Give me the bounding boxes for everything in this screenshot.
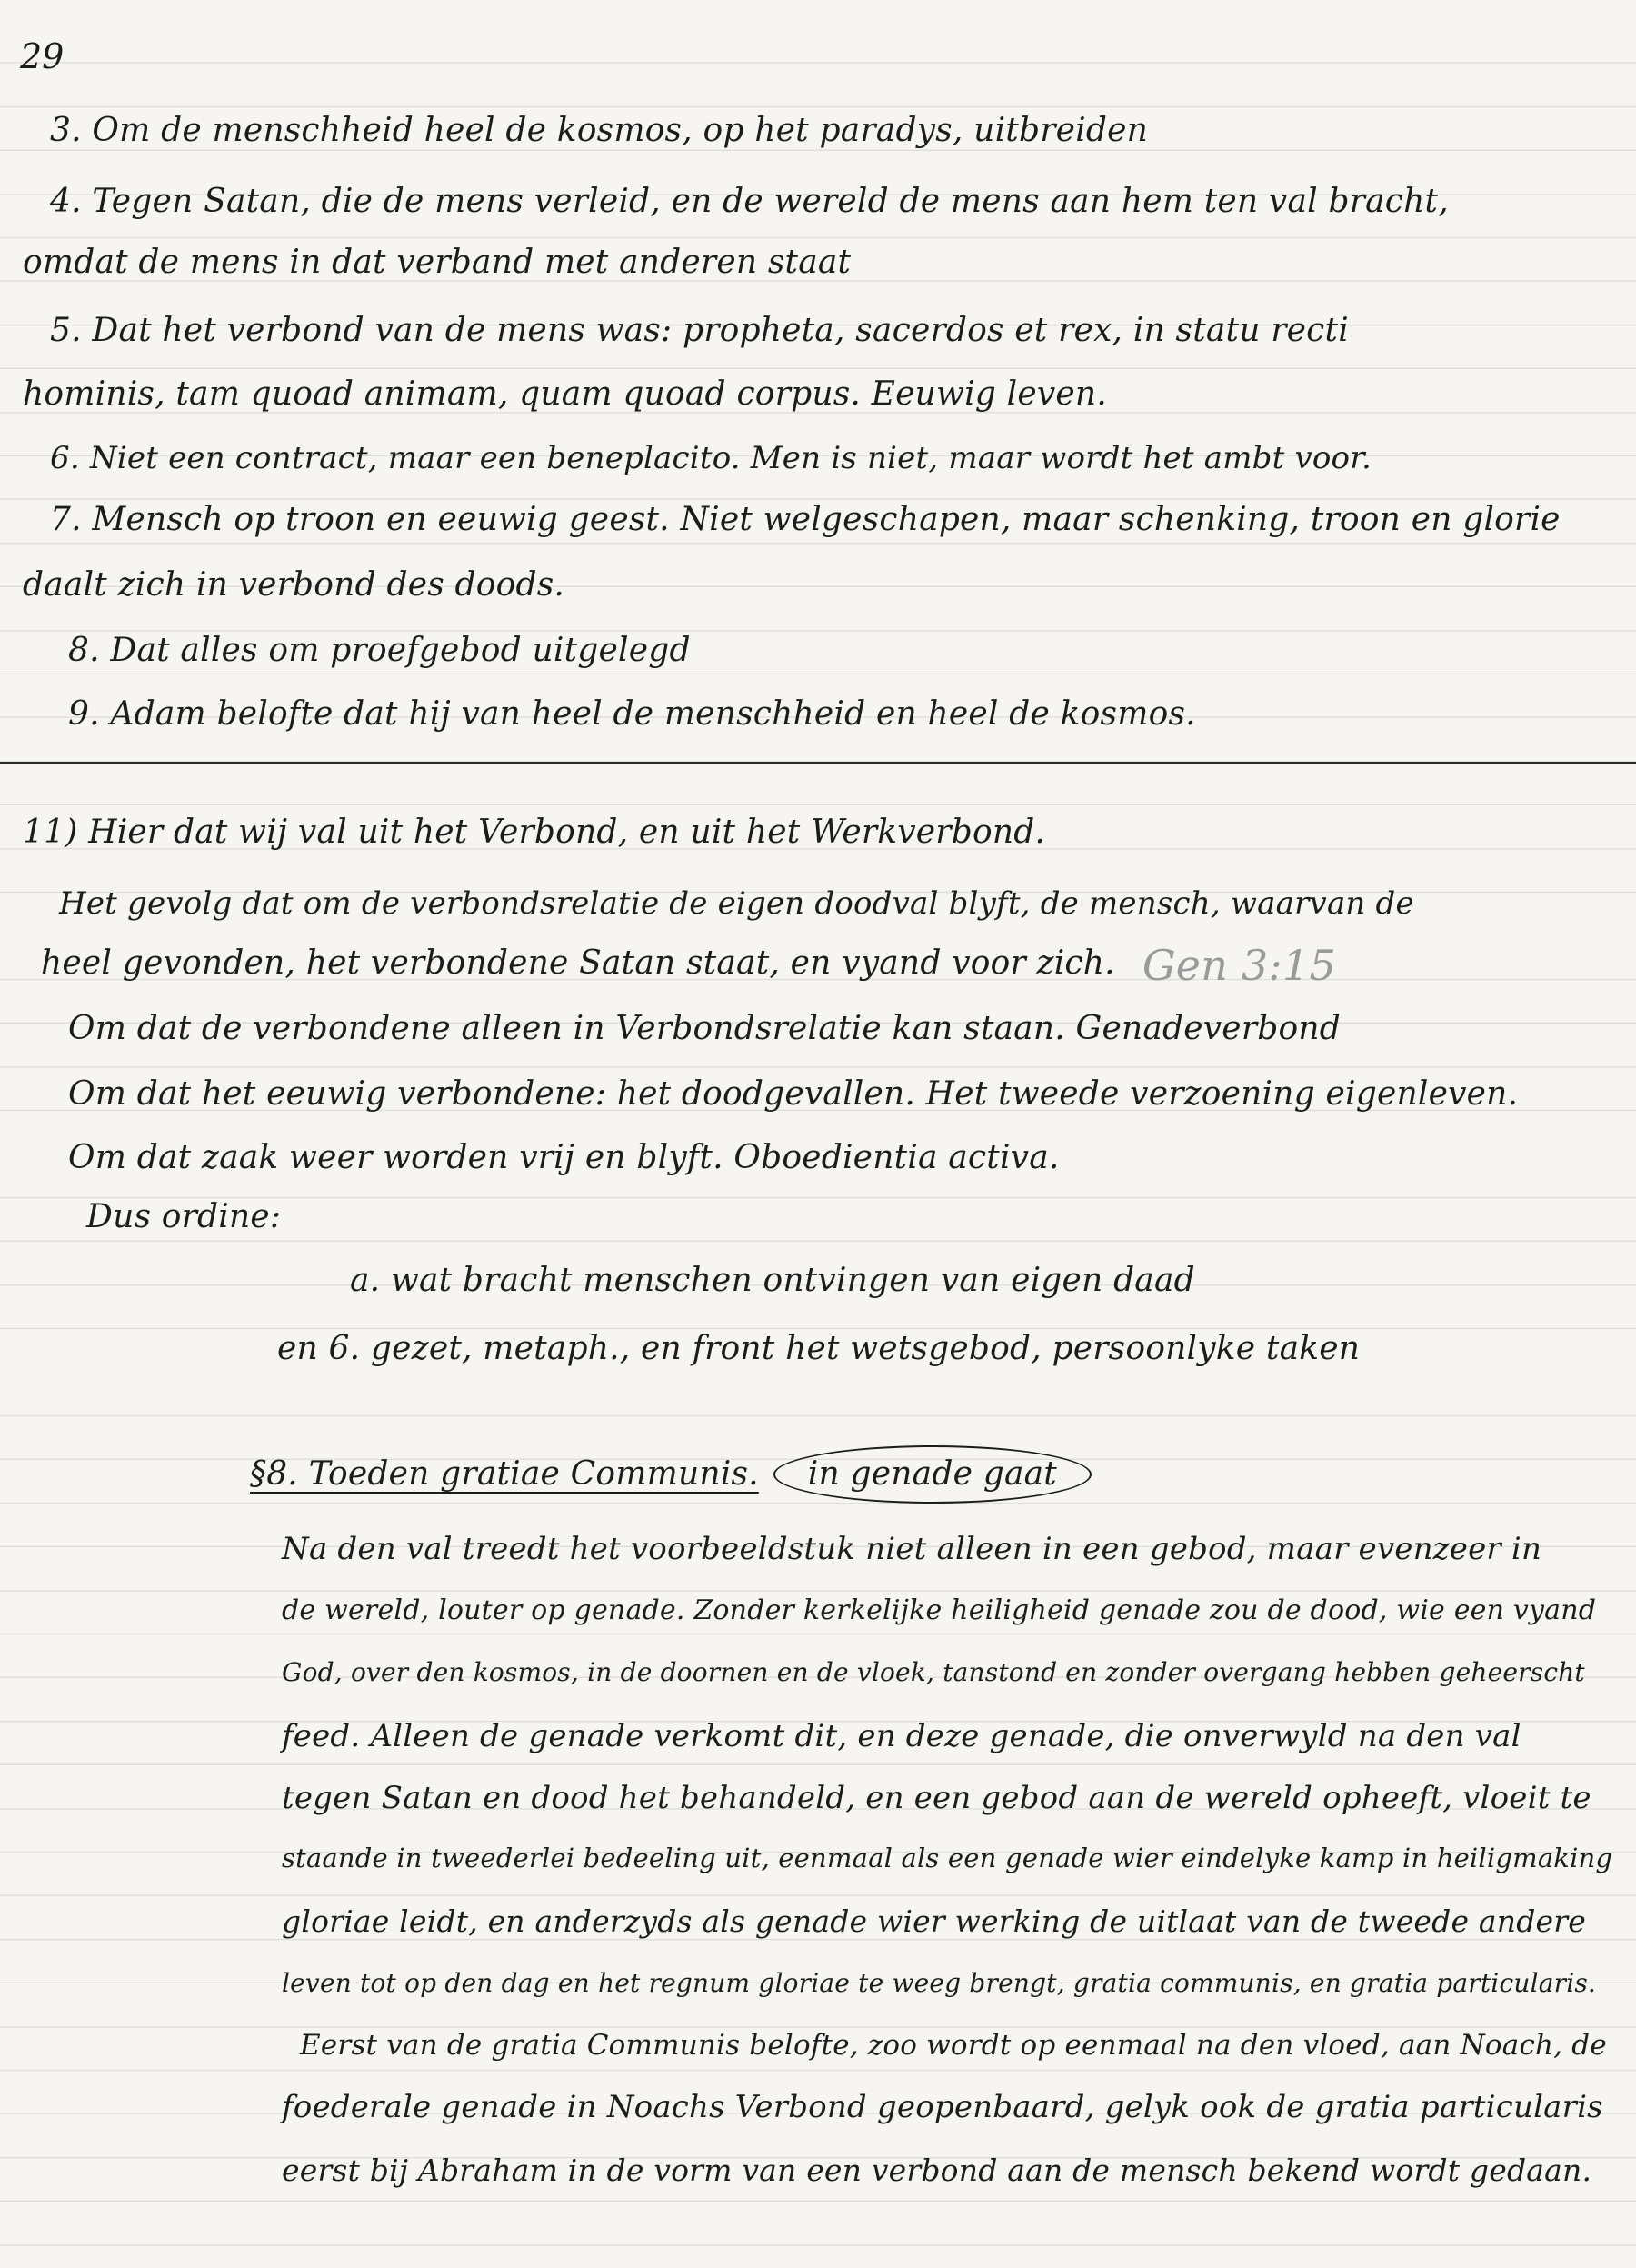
- section-11-line-1: Het gevolg dat om de verbondsrelatie de eigen doodval blyft, de mensch, waarvan de: [59, 885, 1414, 922]
- section-11-sub-a: a. wat bracht menschen ontvingen van eigen daad: [350, 1262, 1195, 1299]
- page-number: 29: [20, 36, 65, 76]
- section-8-title: §8. Toeden gratiae Communis.: [250, 1455, 759, 1493]
- item-7-line-1: 7. Mensch op troon en eeuwig geest. Niet welgeschapen, maar schenking, troon en glorie: [50, 501, 1561, 538]
- item-4-line-1: 4. Tegen Satan, die de mens verleid, en de wereld de mens aan hem ten val bracht,: [50, 183, 1449, 220]
- section-divider: [0, 762, 1636, 764]
- item-7-line-2: daalt zich in verbond des doods.: [23, 566, 565, 604]
- section-11-line-6: Dus ordine:: [86, 1198, 282, 1235]
- section-8-title-row: [250, 1445, 1092, 1504]
- item-5-line-1: 5. Dat het verbond van de mens was: propheta, sacerdos et rex, in statu recti: [50, 312, 1349, 349]
- section-8-line-8: leven tot op den dag en het regnum gloriae te weeg brengt, gratia communis, en gratia particularis.: [282, 1968, 1597, 1998]
- item-6-line-1: 6. Niet een contract, maar een beneplacito. Men is niet, maar wordt het ambt voor.: [50, 440, 1372, 476]
- section-11-line-3: Om dat de verbondene alleen in Verbondsrelatie kan staan. Genadeverbond: [68, 1010, 1341, 1047]
- section-11-line-5: Om dat zaak weer worden vrij en blyft. Oboedientia activa.: [68, 1139, 1060, 1176]
- section-8-line-2: de wereld, louter op genade. Zonder kerkelijke heiligheid genade zou de dood, wie een vyand: [282, 1594, 1597, 1626]
- section-8-line-9: Eerst van de gratia Communis belofte, zoo wordt op eenmaal na den vloed, aan Noach, de: [300, 2029, 1607, 2062]
- section-8-line-11: eerst bij Abraham in de vorm van een verbond aan de mensch bekend wordt gedaan.: [282, 2153, 1592, 2188]
- section-11-line-2: heel gevonden, het verbondene Satan staat, en vyand voor zich.: [41, 944, 1115, 982]
- section-8-line-10: foederale genade in Noachs Verbond geopenbaard, gelyk ook de gratia particularis: [282, 2089, 1603, 2125]
- section-11-line-2-wrap: [41, 941, 1336, 990]
- section-8-line-7: gloriae leidt, en anderzyds als genade wier werking de uitlaat van de tweede andere: [282, 1903, 1586, 1939]
- section-8-line-4: feed. Alleen de genade verkomt dit, en deze genade, die onverwyld na den val: [282, 1718, 1521, 1754]
- item-4-line-2: omdat de mens in dat verband met anderen staat: [23, 244, 852, 281]
- section-11-sub-b: en 6. gezet, metaph., en front het wetsgebod, persoonlyke taken: [277, 1330, 1361, 1367]
- item-5-line-2: hominis, tam quoad animam, quam quoad corpus. Eeuwig leven.: [23, 375, 1107, 413]
- section-11-line-4: Om dat het eeuwig verbondene: het doodgevallen. Het tweede verzoening eigenleven.: [68, 1075, 1519, 1113]
- section-8-line-5: tegen Satan en dood het behandeld, en een gebod aan de wereld opheeft, vloeit te: [282, 1780, 1591, 1816]
- item-8-line-1: 8. Dat alles om proefgebod uitgelegd: [68, 632, 691, 669]
- scripture-reference: Gen 3:15: [1142, 941, 1336, 990]
- section-8-line-6: staande in tweederlei bedeeling uit, eenmaal als een genade wier eindelyke kamp in heiligmaking: [282, 1843, 1613, 1873]
- item-3-line-1: 3. Om de menschheid heel de kosmos, op het paradys, uitbreiden: [50, 112, 1148, 149]
- section-8-line-1: Na den val treedt het voorbeeldstuk niet alleen in een gebod, maar evenzeer in: [282, 1531, 1542, 1567]
- circled-note: in genade gaat: [773, 1445, 1092, 1504]
- section-11-heading: 11) Hier dat wij val uit het Verbond, en uit het Werkverbond.: [23, 814, 1046, 851]
- item-9-line-1: 9. Adam belofte dat hij van heel de menschheid en heel de kosmos.: [68, 695, 1196, 733]
- section-8-line-3: God, over den kosmos, in de doornen en de vloek, tanstond en zonder overgang hebben geheerscht: [282, 1657, 1585, 1687]
